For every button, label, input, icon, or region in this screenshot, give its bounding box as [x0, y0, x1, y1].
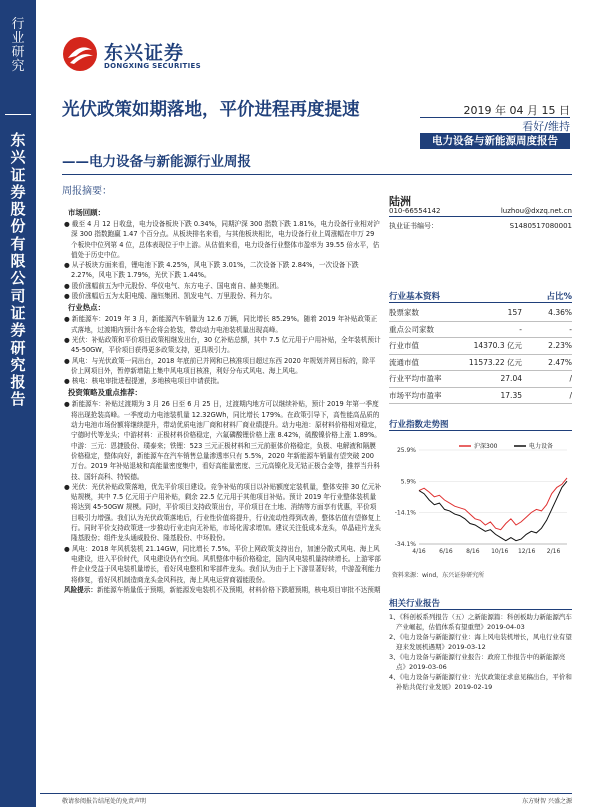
industry-heading: 行业热点： — [68, 303, 105, 313]
analyst-phone: 010-66554142 — [389, 207, 441, 215]
table-row: 行业市值 14370.3 亿元 2.23% — [389, 338, 572, 355]
invest-heading: 投资策略及重点推荐： — [68, 388, 142, 398]
related-divider — [389, 609, 572, 610]
series-line — [419, 481, 567, 541]
sidebar-category: 行业研究 — [11, 17, 25, 74]
list-item: ● 光伏：补贴政策和平价项目政策相继发出台，30 亿补贴总额，其中 7.5 亿元用于户用补贴，全年装机预计 45-50GW，平价项目获得更多政策支持，更具吸引力。 — [64, 335, 381, 355]
summary-label: 周报摘要： — [62, 186, 112, 197]
industry-data-table — [389, 305, 572, 404]
table-row: 市场平均市盈率 17.35 / — [389, 388, 572, 405]
sidebar-firm-name: 东兴证券股份有限公司证券研究报告 — [10, 131, 26, 409]
list-item: ● 从子板块方面来看，锂电池下跌 4.25%，风电下跌 3.01%，二次设备下跌 2.84%，一次设备下跌 2.27%，风电下跌 1.79%，光伏下跌 1.44%。 — [64, 261, 359, 280]
y-tick-label: -34.1% — [394, 541, 416, 548]
index-trend-chart — [389, 440, 572, 560]
market-heading: 市场回顾： — [68, 208, 105, 217]
related-list — [389, 612, 572, 692]
x-tick-label: 4/16 — [412, 548, 426, 555]
footer-divider — [40, 793, 572, 794]
logo-chinese-name: 东兴证券 — [104, 42, 185, 64]
pct-column-header: 占比% — [546, 292, 572, 302]
summary-content — [64, 206, 382, 595]
industry-data-heading: 行业基本资料 占比% — [389, 292, 572, 302]
legend-label: 电力设备 — [529, 443, 554, 450]
table-row: 流通市值 11573.22 亿元 2.47% — [389, 355, 572, 372]
x-tick-label: 6/16 — [439, 548, 453, 555]
analyst-email: luzhou@dxzq.net.cn — [500, 207, 572, 215]
main-divider — [62, 174, 572, 175]
list-item: ● 光伏：光伏补贴政策落地，优先平价项目建设。竞争补贴的项目以补贴额度定装机量，整体安排 30 亿元补贴规模，其中 7.5 亿元用于户用补贴，剩余 22.5 亿元用于其他项目补贴。预计 2019 年行业整体装机量将达到 45-50GW 规模。同时，平价项目支持政策出台，平价项目在土地、消纳等方面享有优惠，平价项目吸引力增强。我们认为光伏政策落地后，行业性价值将提升，行业流动性得到改善，整体估值有望修复上行。同时平价支持政策进一步推动行业走向无补贴，市场化需求增加。建议关注低成本龙头，单晶硅片龙头隆基股份；组件龙头通威股份、隆基股份、中环股份。 — [64, 482, 382, 543]
series-line — [419, 478, 567, 530]
report-type-badge: 电力设备与新能源周度报告 — [420, 133, 570, 149]
list-item[interactable]: 1、《科创板系列报告（五）之新能源篇：科创板助力新能源汽车产业崛起，估值体系有望重塑》2019-04-03 — [389, 613, 572, 631]
footer-disclaimer: 敬请参阅报告结尾处的免责声明 — [62, 798, 147, 805]
analyst-contact — [389, 205, 572, 233]
list-item: ● 风电：2018 年风机装机 21.14GW，同比增长 7.5%。平价上网政策支持出台，加速分散式风电、海上风电建设，进入平价时代，风电建设仍有空间。风机整体中标价格稳定，国内风电装机量持续增长。上游零部件企业受益于风电装机量增长，看好风电整机和零部件龙头。我们认为由于上下游显著好转，中游盈利能力将修复，看好风机制造商龙头金风科技，海上风电运营商福能股份。 — [64, 544, 381, 584]
sidebar — [0, 0, 36, 807]
contact-divider — [389, 216, 572, 217]
report-title: 光伏政策如期落地，平价进程再度提速 — [62, 100, 360, 120]
logo-english-name: DONGXING SECURITIES — [104, 62, 201, 70]
rating-label: 看好/维持 — [522, 120, 570, 133]
chart-heading: 行业指数走势图 — [389, 420, 449, 430]
legend-label: 沪深300 — [474, 443, 498, 450]
list-item: ● 新能源车：2019 年 3 月，新能源汽车销量为 12.6 万辆，同比增长 85.29%。随着 2019 年补贴政策正式落地，过渡期内预计各车企将会抢装，带动动力电池装机量出现高峰。 — [64, 315, 378, 334]
x-tick-label: 10/16 — [491, 548, 509, 555]
risk-heading: 风险提示： — [64, 585, 97, 594]
x-tick-label: 8/16 — [466, 548, 480, 555]
table-row: 行业平均市盈率 27.04 / — [389, 371, 572, 388]
list-item[interactable]: 3、《电力设备与新能源行业报告：政府工作报告中的新能源亮点》2019-03-06 — [389, 653, 566, 671]
cert-number: S1480517080001 — [509, 222, 572, 230]
list-item: ● 核电：核电审批进程提速，多地核电项目申请获批。 — [64, 377, 224, 386]
logo-mark-icon — [62, 36, 98, 72]
list-item: ● 风电：与光伏政策一同出台，2018 年底前已并网和已核准项目超过东西 2020 年规划并网目标的，除平价上网项目外，暂停新增陆上集中风电项目核准，利好分布式风电、海上风电。 — [64, 356, 376, 375]
y-tick-label: 5.9% — [400, 478, 416, 486]
list-item: ● 股价涨幅前五为中元股份、华仪电气、东方电子、国电南自、赫美集团。 — [64, 281, 283, 290]
y-tick-label: -14.1% — [394, 509, 416, 517]
table-row: 股票家数 157 4.36% — [389, 305, 572, 322]
chart-divider — [389, 430, 572, 431]
report-date: 2019 年 04 月 15 日 — [463, 104, 570, 117]
chart-source: 资料来源：wind，东兴证券研究所 — [392, 572, 485, 579]
footer-slogan: 东方财智 兴盛之源 — [522, 798, 572, 805]
related-heading: 相关行业报告 — [389, 599, 441, 609]
sidebar-divider — [5, 114, 31, 115]
list-item: ● 股价涨幅后五为太阳电缆、融钰集团、凯发电气、万里股份、科力尔。 — [64, 292, 277, 301]
list-item[interactable]: 4、《电力设备与新能源行业：光伏政策征求意见稿出台，平价和补贴共促行业发展》2019-02-19 — [389, 673, 572, 691]
analyst-name: 陆洲 — [389, 195, 411, 208]
y-tick-label: 25.9% — [396, 447, 416, 454]
table-row: 重点公司家数 - - — [389, 322, 572, 339]
list-item[interactable]: 2、《电力设备与新能源行业：海上风电装机增长，风电行业有望迎来发展机遇期》2019-03-12 — [389, 633, 572, 651]
risk-note: 风险提示：新能源车销量低于预期，新能源发电装机不及预期，材料价格下跌超预期，核电项目审批不达预期 — [64, 585, 381, 594]
table-divider — [389, 302, 572, 303]
company-logo — [62, 36, 222, 76]
x-tick-label: 12/16 — [517, 548, 536, 555]
list-item: ● 截至 4 月 12 日收盘，电力设备板块下跌 0.34%，同期沪深 300 指数下跌 1.81%，电力设备行业相对沪深 300 指数跑赢 1.47 个百分点。从板块排名来看，与其他板块相比，电力设备行业上周涨幅在申万 29 个板块中位列第 4 位，总体表现位于中上游。从估值来看，电力设备行业整体市盈率为 39.55 倍水平，估值处于历史中位。 — [64, 220, 380, 259]
cert-label: 执业证书编号： — [389, 222, 438, 230]
x-tick-label: 2/16 — [546, 548, 561, 555]
list-item: ● 新能源车：补贴过渡期为 3 月 26 日至 6 月 25 日，过渡期内地方可以继续补贴，预计 2019 年第一季度将出现抢装高峰。一季度动力电池装机量 12.32GWh，同比增长 179%。在政策引导下，高性能高品质的动力电池市场份额将继续提升，带动优质电池厂商和材料厂商业绩提升。动力电池：原材料价格相对稳定，宁德时代等龙头；中游材料：正极材料价格稳定，六氟磷酸锂价格上涨 8.42%，硫酸镍价格上涨 1.89%。中游：三元：恩捷股份、璞泰来；铁锂：523 三元正极材料和三元前驱体价格稳定，负极、电解液和隔膜价格稳定，整体向好，新能源车在汽车销售总量渗透率只有 5.5%，2020 年新能源车销量有望突破 200 万台。2019 年补贴退坡和高能量密度集中，看好高能量密度、三元高镍化及无钴正极合金等，推荐当升科技、国轩高科、特锐德。 — [64, 400, 381, 481]
report-subtitle: ——电力设备与新能源行业周报 — [62, 154, 251, 170]
